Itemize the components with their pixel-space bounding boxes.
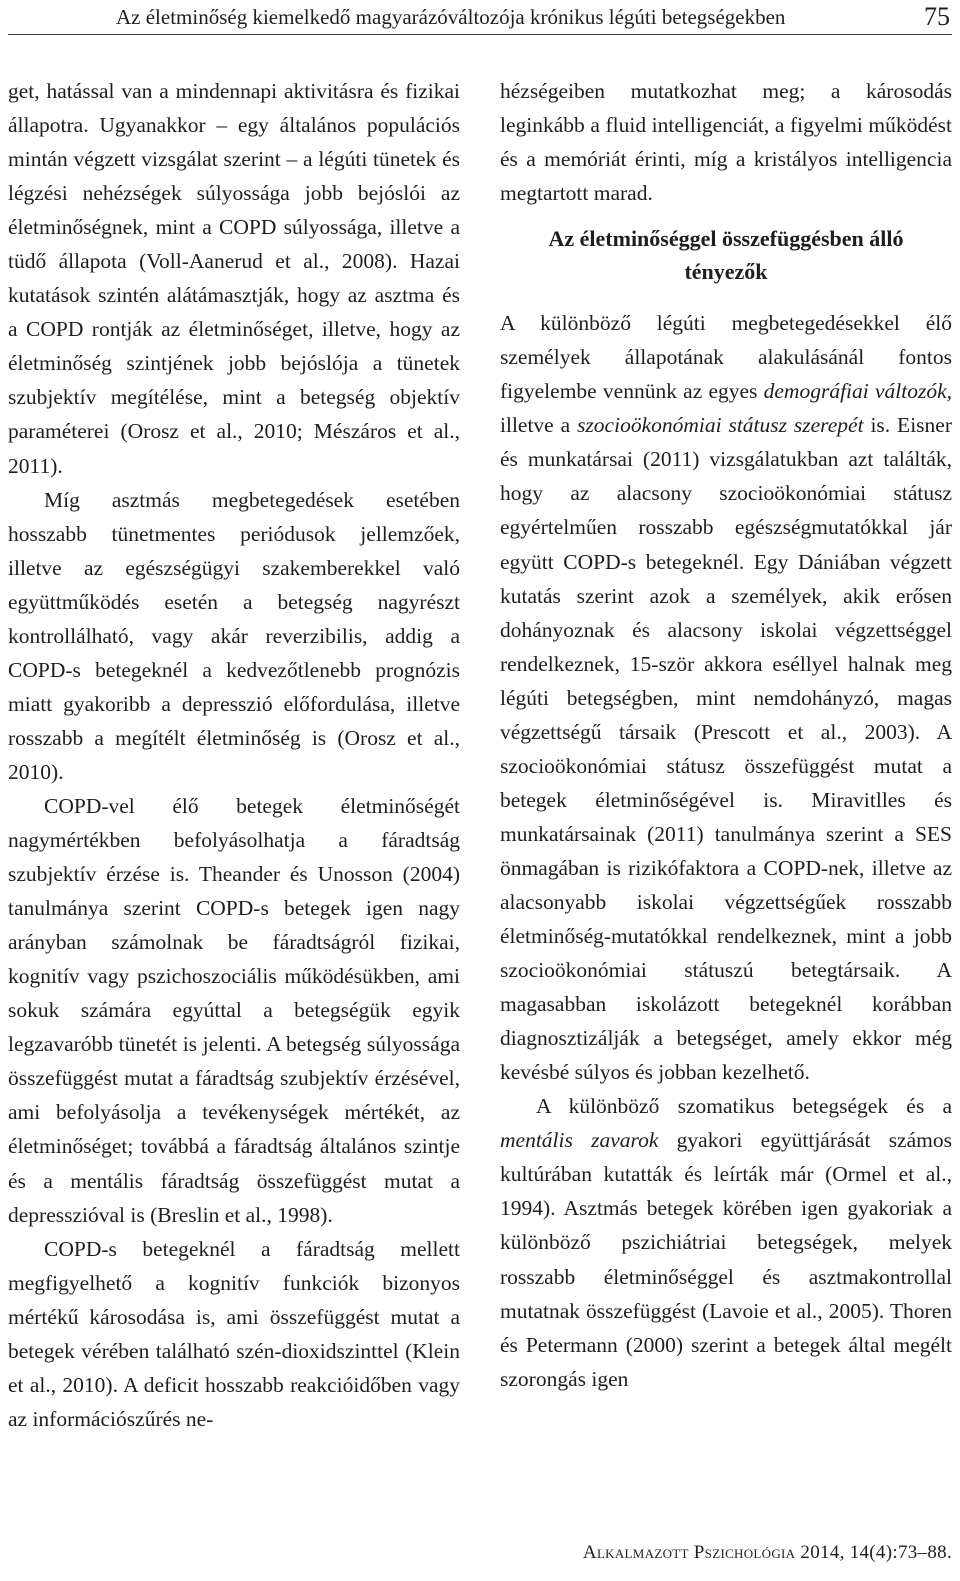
- paragraph: COPD-s betegeknél a fáradtság mellett megfigyelhető a kognitív funkciók bizonyos mértékű károsodása is, ami összefüggést mutat a betegek vérében található szén-dioxidszinttel (Klein et al., 2010). A deficit hosszabb reakcióidőben vagy az információszűrés ne-: [8, 1236, 460, 1431]
- text-run: A különböző szomatikus betegségek és a: [536, 1094, 952, 1119]
- italic-term: szocioökonómiai státusz szerepét: [577, 413, 864, 438]
- text-run: A különböző légúti megbetegedésekkel élő személyek állapotának alakulásánál fontos figyelembe vennünk az egyes: [500, 311, 952, 404]
- right-column: [500, 74, 952, 1396]
- italic-term: mentális zavarok: [500, 1128, 659, 1153]
- section-heading-line: Az életminőséggel összefüggésben álló: [548, 226, 904, 252]
- paragraph: Míg asztmás megbetegedések esetében hosszabb tünetmentes periódusok jellemzőek, illetve az egészségügyi szakemberekkel való együttműködés esetén a betegség nagyrészt kontrollálható, vagy akár reverzibilis, addig a COPD-s betegeknél a kedvezőtlenebb prognózis miatt gyakoribb a depresszió előfordulása, illetve rosszabb a megítélt életminőség is (Orosz et al., 2010).: [8, 487, 460, 784]
- paragraph: hézségeiben mutatkozhat meg; a károsodás leginkább a fluid intelligenciát, a figyelmi működést és a memóriát érinti, míg a kristályos intelligencia megtartott marad.: [500, 79, 952, 206]
- journal-citation: 2014, 14(4):73–88.: [795, 1542, 952, 1563]
- text-run: is. Eisner és munkatársai (2011) vizsgálatukban azt találták, hogy az alacsony szocioökonómiai státusz egyértelműen rosszabb egészségmutatókkal jár együtt COPD-s betegeknél. Egy Dániában végzett kutatás szerint azok a személyek, akik erősen dohányoznak és alacsony iskolai végzettséggel rendelkeznek, 15-ször akkora eséllyel halnak meg légúti betegségben, mint nemdohányzó, magas végzettségű társaik (Prescott et al., 2003). A szocioökonómiai státusz összefüggést mutat a betegek életminőségével is. Miravitlles és munkatársainak (2011) tanulmánya szerint a SES önmagában is rizikófaktora a COPD-nek, illetve az alacsonyabb iskolai végzettségűek rosszabb életminőség-mutatókkal rendelkeznek, mint a jobb szocioökonómiai státuszú betegtársaik. A magasabban iskolázott betegeknél korábban diagnosztizálják a betegséget, amely ekkor még kevésbé súlyos és jobban kezelhető.: [500, 413, 952, 1085]
- italic-term: demográfiai változók,: [763, 379, 952, 404]
- left-column: [8, 74, 460, 1436]
- text-run: illetve a: [500, 413, 578, 438]
- page-header: [8, 0, 952, 35]
- page-footer: [583, 1542, 952, 1564]
- paragraph: COPD-vel élő betegek életminőségét nagymértékben befolyásolhatja a fáradtság szubjektív érzése is. Theander és Unosson (2004) tanulmánya szerint COPD-s betegek igen nagy arányban számolnak be fáradtságról fizikai, kognitív vagy pszichoszociális működésükben, ami sokuk számára egyúttal a betegségük egyik legzavaróbb tünetét is jelenti. A betegség súlyossága összefüggést mutat a fáradtság szubjektív érzésével, ami befolyásolja a tevékenységek mértékét, az életminőséget; továbbá a fáradtság általános szintje és a mentális fáradtság összefüggést mutat a depresszióval is (Breslin et al., 1998).: [8, 793, 460, 1227]
- section-heading: [500, 222, 952, 288]
- page-number: 75: [924, 2, 950, 31]
- text-run: gyakori együttjárását számos kultúrában kutatták és leírták már (Ormel et al., 1994). Asztmás betegek körében igen gyakoriak a különböző pszichiátriai betegségek, melyek rosszabb életminőséggel és asztmakontrollal mutatnak összefüggést (Lavoie et al., 2005). Thoren és Petermann (2000) szerint a betegek által megélt szorongás igen: [500, 1128, 952, 1391]
- running-title: Az életminőség kiemelkedő magyarázóváltozója krónikus légúti betegségekben: [116, 5, 786, 29]
- journal-name: Alkalmazott Pszichológia: [582, 1542, 796, 1563]
- paragraph: [500, 306, 952, 1089]
- section-heading-line: tényezők: [684, 259, 768, 285]
- paragraph: get, hatással van a mindennapi aktivitásra és fizikai állapotra. Ugyanakkor – egy általános populációs mintán végzett vizsgálat szerint – a légúti tünetek és légzési nehézségek súlyossága jobb bejóslói az életminőségnek, mint a COPD súlyossága, illetve a tüdő állapota (Voll-Aanerud et al., 2008). Hazai kutatások szintén alátámasztják, hogy az asztma és a COPD rontják az életminőséget, illetve, hogy az életminőség szintjének jobb bejóslója a tünetek szubjektív megítélése, mint a betegség objektív paraméterei (Orosz et al., 2010; Mészáros et al., 2011).: [8, 79, 460, 478]
- paragraph: [500, 1089, 952, 1395]
